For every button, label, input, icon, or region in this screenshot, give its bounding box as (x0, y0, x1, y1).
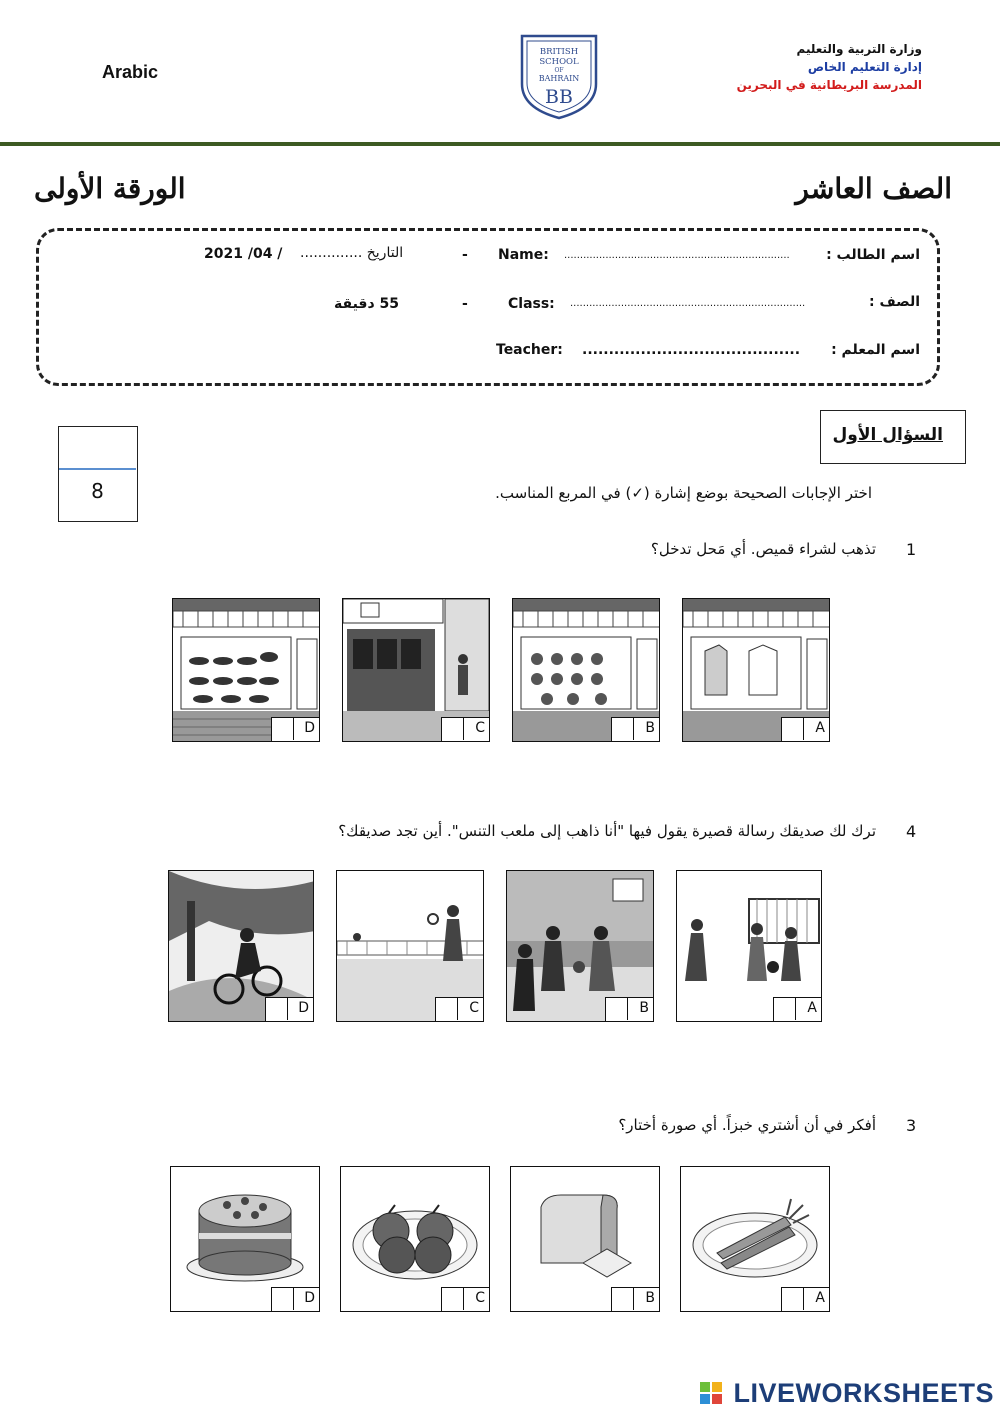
item-3-option-a[interactable] (680, 1166, 830, 1312)
item-3-checkbox-c[interactable] (442, 1288, 464, 1310)
item-1-text: تذهب لشراء قميص. أي مَحل تدخل؟ (650, 540, 876, 558)
item-1-letter-a: A (815, 720, 825, 736)
separator-dash-2: - (462, 296, 468, 312)
item-1-letter-b: B (645, 720, 655, 736)
logo-line-3: OF (554, 67, 564, 74)
logo-line-4: BAHRAIN (538, 74, 580, 83)
teacher-label-ar: اسم المعلم : (831, 342, 920, 358)
item-1-option-b[interactable] (512, 598, 660, 742)
name-label-en: Name: (498, 247, 549, 263)
logo-line-2: SCHOOL (539, 57, 579, 67)
item-2-letter-c: C (469, 1000, 479, 1016)
item-3-letter-a: A (815, 1290, 825, 1306)
item-1-option-a[interactable] (682, 598, 830, 742)
item-2-option-d[interactable] (168, 870, 314, 1022)
item-1-letter-c: C (475, 720, 485, 736)
teacher-label-en: Teacher: (496, 342, 563, 358)
separator-dash-1: - (462, 247, 468, 263)
item-1-checkbox-a[interactable] (782, 718, 804, 740)
item-3-checkbox-a[interactable] (782, 1288, 804, 1310)
class-label-en: Class: (508, 296, 555, 312)
item-1-checkbox-c[interactable] (442, 718, 464, 740)
ministry-line-2: إدارة التعليم الخاص (807, 60, 922, 74)
item-2-number: 4 (906, 822, 917, 841)
ministry-line-3: المدرسة البريطانية في البحرين (736, 78, 922, 92)
item-1-checkbox-d[interactable] (272, 718, 294, 740)
student-name-field[interactable]: ....................................................................... (564, 250, 790, 261)
header-divider (0, 142, 1000, 146)
item-1-number: 1 (906, 540, 917, 559)
item-3-text: أفكر في أن أشتري خبزاً. أي صورة أختار؟ (618, 1116, 876, 1134)
student-name-label-ar: اسم الطالب : (826, 247, 920, 263)
item-3-option-c[interactable] (340, 1166, 490, 1312)
item-2-checkbox-d[interactable] (266, 998, 288, 1020)
item-2-checkbox-a[interactable] (774, 998, 796, 1020)
score-value: 8 (91, 479, 104, 503)
item-2-option-b[interactable] (506, 870, 654, 1022)
question-title: السؤال الأول (832, 425, 943, 445)
grade-title: الصف العاشر (795, 172, 952, 205)
liveworksheets-icon (700, 1382, 722, 1404)
item-3-option-d[interactable] (170, 1166, 320, 1312)
class-label-ar: الصف : (869, 294, 920, 310)
item-2-letter-d: D (298, 1000, 309, 1016)
item-1-letter-d: D (304, 720, 315, 736)
item-2-letter-a: A (807, 1000, 817, 1016)
item-3-number: 3 (906, 1116, 917, 1135)
class-field[interactable]: .......................................................................... (570, 298, 806, 309)
item-2-option-c[interactable] (336, 870, 484, 1022)
item-1-checkbox-b[interactable] (612, 718, 634, 740)
ministry-line-1: وزارة التربية والتعليم (796, 42, 922, 56)
item-2-option-a[interactable] (676, 870, 822, 1022)
teacher-field[interactable]: ......................................... (582, 342, 801, 358)
item-3-option-b[interactable] (510, 1166, 660, 1312)
logo-monogram: BB (545, 86, 573, 108)
item-3-letter-b: B (645, 1290, 655, 1306)
item-3-checkbox-d[interactable] (272, 1288, 294, 1310)
score-box (58, 426, 138, 522)
question-title-box (820, 410, 966, 464)
item-3-checkbox-b[interactable] (612, 1288, 634, 1310)
date-label-ar[interactable]: التاريخ .............. (300, 245, 404, 261)
ministry-header (662, 40, 922, 94)
logo-line-1: BRITISH (539, 47, 579, 57)
item-3-letter-d: D (304, 1290, 315, 1306)
date-value: 2021 /04 / (204, 246, 283, 262)
item-2-letter-b: B (639, 1000, 649, 1016)
score-divider (59, 468, 136, 470)
question-instruction: اختر الإجابات الصحيحة بوضع إشارة (✓) في المربع المناسب. (495, 484, 872, 502)
liveworksheets-brand[interactable]: LIVEWORKSHEETS (733, 1378, 994, 1408)
school-logo (514, 30, 604, 120)
paper-title: الورقة الأولى (34, 172, 186, 205)
item-1-option-d[interactable] (172, 598, 320, 742)
item-3-letter-c: C (475, 1290, 485, 1306)
item-1-option-c[interactable] (342, 598, 490, 742)
item-2-text: ترك لك صديقك رسالة قصيرة يقول فيها "أنا ذاهب إلى ملعب التنس". أين تجد صديقك؟ (338, 822, 876, 840)
item-2-checkbox-c[interactable] (436, 998, 458, 1020)
item-2-checkbox-b[interactable] (606, 998, 628, 1020)
duration-label: 55 دقيقة (334, 296, 399, 312)
subject-label: Arabic (102, 62, 159, 82)
